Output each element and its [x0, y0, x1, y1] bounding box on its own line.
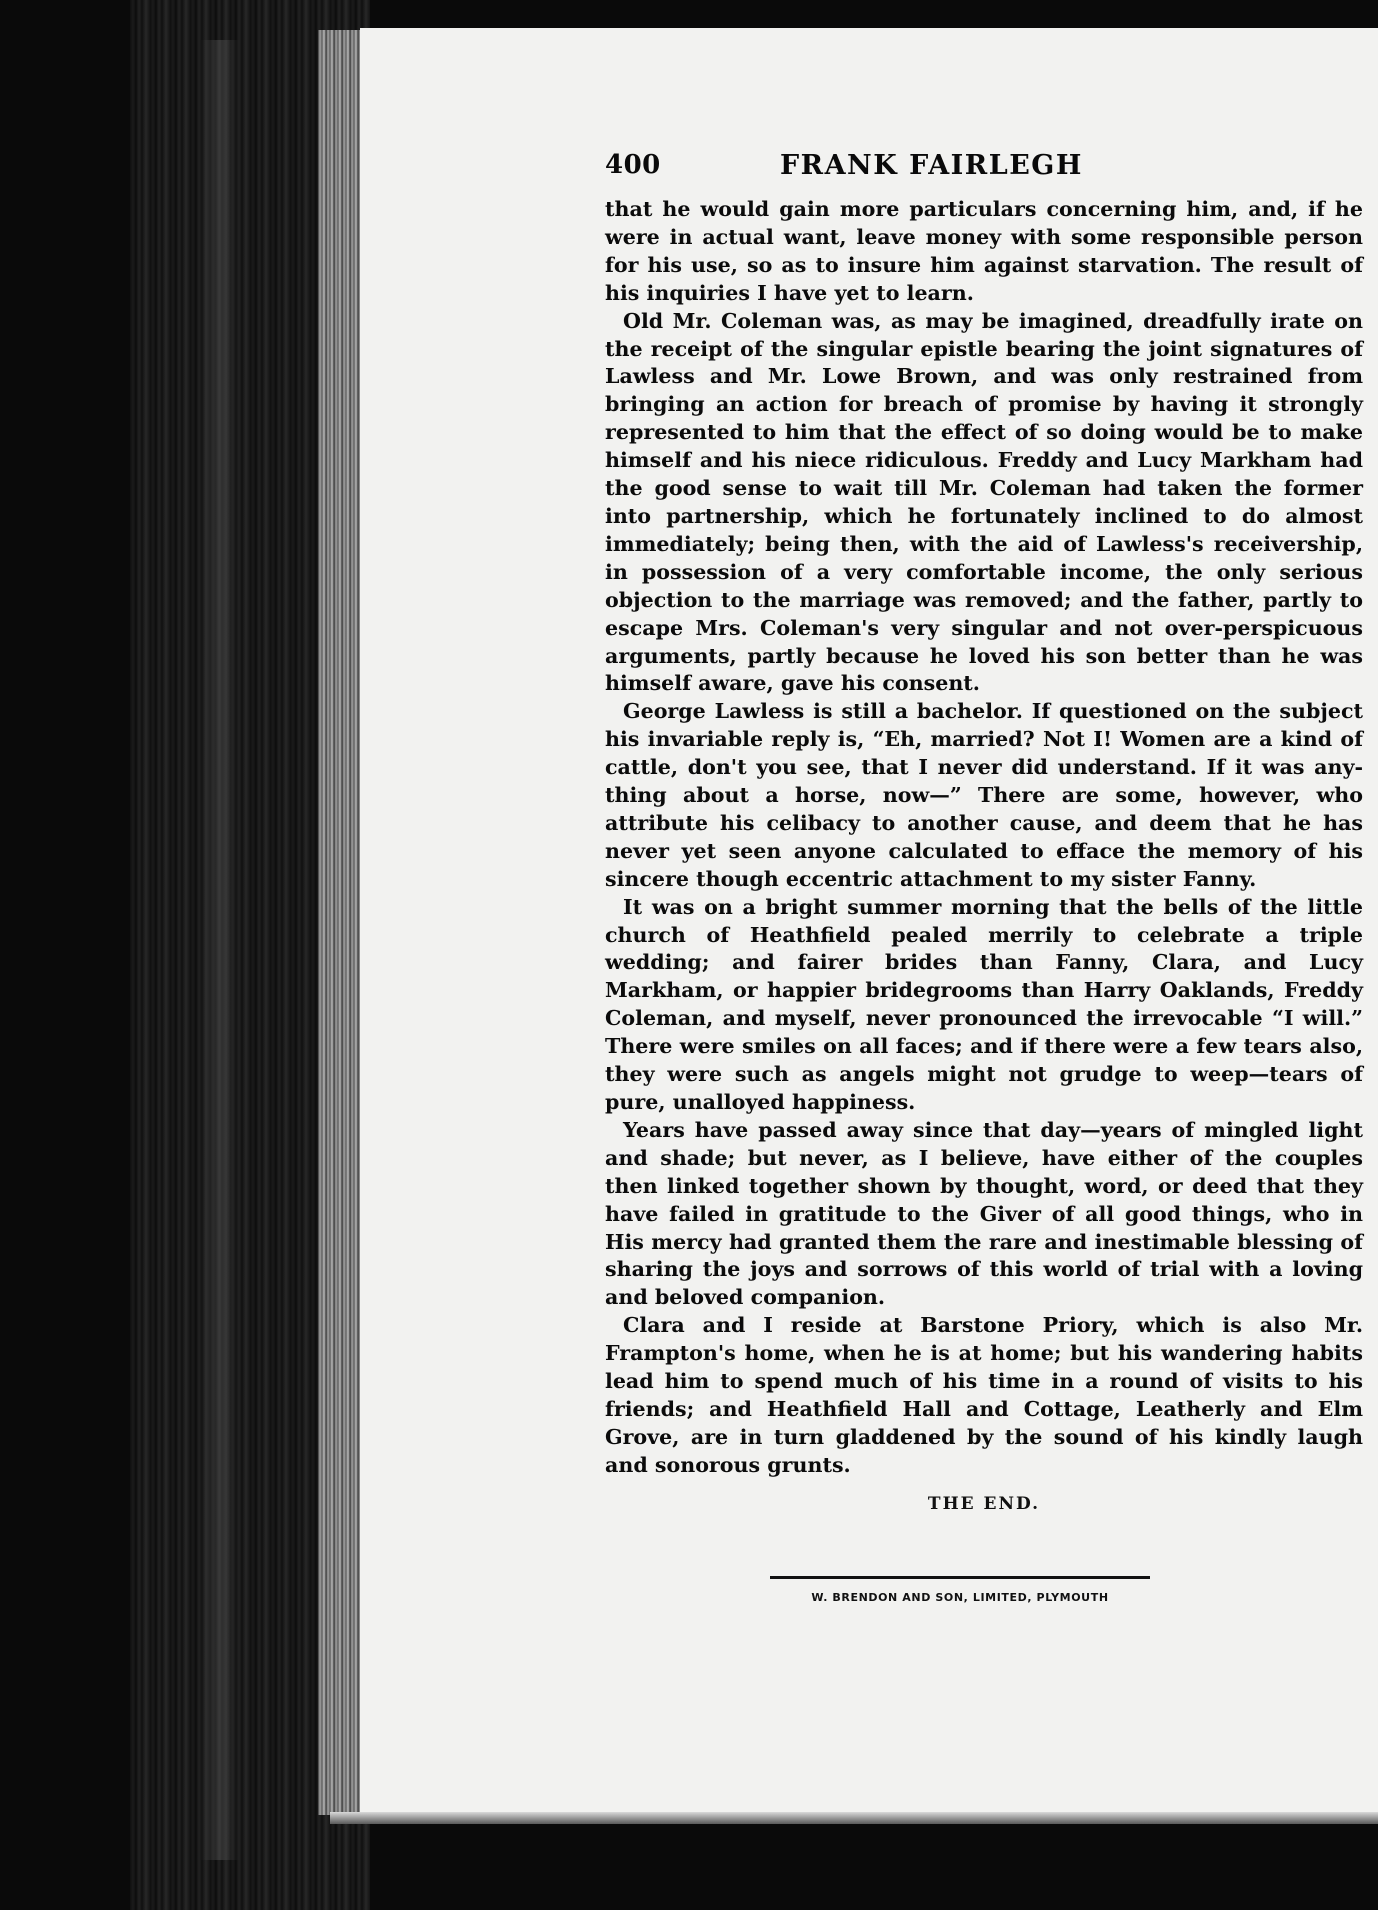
- page-edges: [318, 30, 366, 1815]
- paragraph-6: Clara and I reside at Barstone Priory, which is also Mr. Frampton's home, when he is at home; but his wandering habits lead him to spend much of his time in a round of visits to his friends; and Heathfield Hall and Cottage, Leatherly and Elm Grove, are in turn gladdened by the sound of his kindly laugh and sonorous grunts.: [605, 1313, 1363, 1477]
- the-end-mark: THE END.: [927, 1494, 1041, 1514]
- paragraph-1: that he would gain more particulars concerning him, and, if he were in actual want, leave money with some responsible person for his use, so as to insure him against starvation. The result of his inquiries I have yet to learn.: [605, 197, 1363, 305]
- printer-imprint: W. BRENDON AND SON, LIMITED, PLYMOUTH: [811, 1591, 1109, 1604]
- spine-highlight: [200, 40, 240, 1860]
- paragraph-2: Old Mr. Coleman was, as may be imagined, dreadfully irate on the receipt of the singular epistle bearing the joint signatures of Lawless and Mr. Lowe Brown, and was only restrained from bringing an action for breach of promise by having it strongly represented to him that the effect of so doing would be to make himself and his niece ridiculous. Freddy and Lucy Markham had the good sense to wait till Mr. Coleman had taken the former into partnership, which he fortunately inclined to do almost immediately; being then, with the aid of Lawless's receivership, in possession of a very comfortable income, the only serious objection to the marriage was removed; and the father, partly to escape Mrs. Coleman's very singular and not over-perspicuous arguments, partly because he loved his son better than he was himself aware, gave his consent.: [605, 308, 1363, 696]
- paragraph-5: Years have passed away since that day—years of mingled light and shade; but never, as I believe, have either of the couples then linked together shown by thought, word, or deed that they have failed in gratitude to the Giver of all good things, who in His mercy had granted them the rare and inestimable blessing of sharing the joys and sorrows of this world of trial with a loving and beloved companion.: [605, 1117, 1363, 1310]
- page-bottom-edge: [330, 1812, 1378, 1824]
- imprint-rule: [770, 1576, 1150, 1579]
- running-head: FRANK FAIRLEGH: [780, 150, 1083, 181]
- paragraph-4: It was on a bright summer morning that the bells of the little church of Heathfield pealed merrily to celebrate a triple wedding; and fairer brides than Fanny, Clara, and Lucy Markham, or happier bridegrooms than Harry Oaklands, Freddy Coleman, and myself, never pronounced the irrevocable “I will.” There were smiles on all faces; and if there were a few tears also, they were such as angels might not grudge to weep—tears of pure, unalloyed happiness.: [605, 894, 1363, 1114]
- body-text: [605, 196, 1363, 1480]
- paragraph-3: George Lawless is still a bachelor. If questioned on the subject his invariable reply is, “Eh, married? Not I! Women are a kind of cattle, don't you see, that I never did understand. If it was any-thing about a horse, now—” There are some, however, who attribute his celibacy to another cause, and deem that he has never yet seen anyone calculated to efface the memory of his sincere though eccentric attachment to my sister Fanny.: [605, 699, 1363, 891]
- page-number: 400: [605, 150, 661, 180]
- page-header: [605, 150, 1365, 190]
